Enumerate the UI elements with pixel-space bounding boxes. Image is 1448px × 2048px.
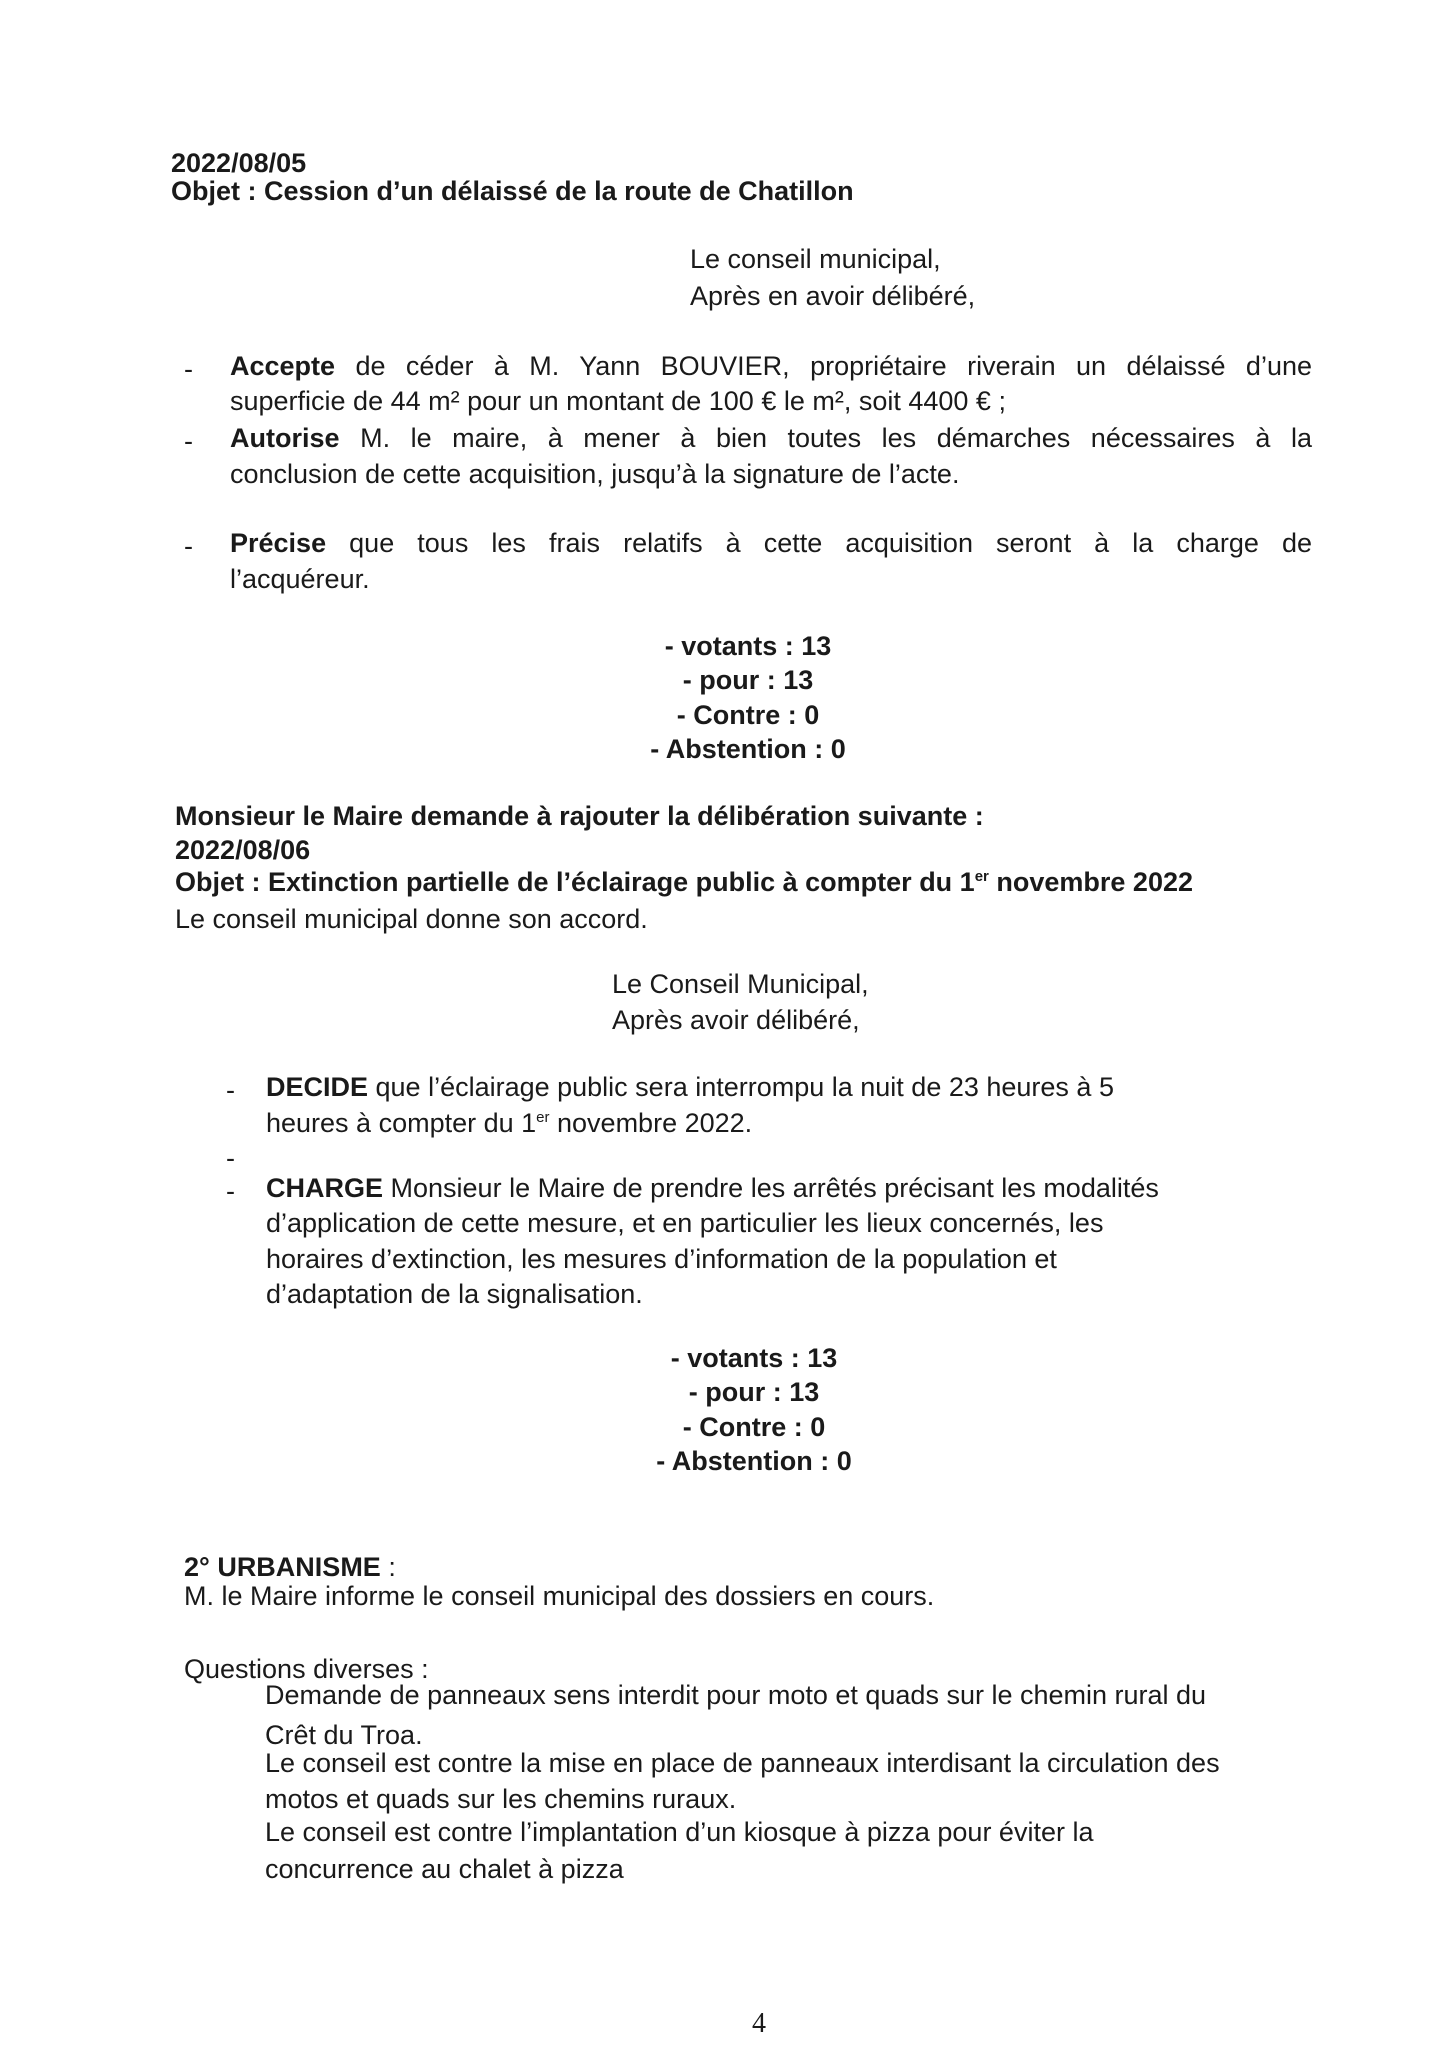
vote-line: - Abstention : 0 [650,734,846,764]
item-keyword: CHARGE [266,1173,384,1203]
item-line [230,421,1312,455]
item-text: que tous les frais relatifs à cette acquisition seront à la charge de [326,528,1312,558]
vote-line: - pour : 13 [688,1377,820,1407]
question-line: Le conseil est contre la mise en place de panneaux interdisant la circulation des [265,1748,1220,1778]
item-line: superficie de 44 m² pour un montant de 100 € le m², soit 4400 € ; [230,386,1006,416]
bullet-dash: - [226,1075,235,1105]
preamble-line: Le conseil municipal, [690,244,941,274]
item-text: que l’éclairage public sera interrompu la nuit de 23 heures à 5 [368,1072,1114,1102]
deliberation-object: Objet : Cession d’un délaissé de la route de Chatillon [171,176,854,206]
intro-text: Monsieur le Maire demande à rajouter la délibération suivante : [175,801,984,831]
item-text: de céder à M. Yann BOUVIER, propriétaire riverain un délaissé d’une [335,351,1312,381]
item-text: Monsieur le Maire de prendre les arrêtés précisant les modalités [383,1173,1159,1203]
item-text: heures à compter du 1 [266,1108,537,1138]
bullet-dash: - [184,426,193,456]
question-line: concurrence au chalet à pizza [265,1854,624,1884]
item-line: d’adaptation de la signalisation. [266,1279,643,1309]
vote-line: - votants : 13 [664,631,832,661]
item-line: conclusion de cette acquisition, jusqu’à la signature de l’acte. [230,459,960,489]
item-keyword: Accepte [230,351,336,381]
deliberation-ref: 2022/08/06 [175,835,311,865]
object-text: Objet : Extinction partielle de l’éclairage public à compter du 1 [175,867,975,897]
deliberation-object [175,865,1193,899]
item-line [230,349,1312,383]
heading-colon: : [380,1552,396,1582]
bullet-dash: - [184,531,193,561]
question-line: Le conseil est contre l’implantation d’un kiosque à pizza pour éviter la [265,1817,1094,1847]
item-keyword: Précise [230,528,327,558]
preamble-line: Après en avoir délibéré, [690,281,976,311]
vote-line: - Contre : 0 [682,1412,826,1442]
item-line [266,1106,752,1140]
object-text: novembre 2022 [988,867,1193,897]
page-number: 4 [752,2008,766,2039]
vote-line: - votants : 13 [670,1343,838,1373]
item-line: d’application de cette mesure, et en particulier les lieux concernés, les [266,1208,1104,1238]
vote-line: - pour : 13 [682,665,814,695]
question-line: Demande de panneaux sens interdit pour moto et quads sur le chemin rural du [265,1680,1207,1710]
heading-text: 2° URBANISME [184,1552,381,1582]
question-line: Crêt du Troa. [265,1720,423,1750]
item-text: M. le maire, à mener à bien toutes les démarches nécessaires à la [339,423,1312,453]
item-text: novembre 2022. [549,1108,753,1138]
item-line [266,1070,1114,1104]
preamble-line: Après avoir délibéré, [612,1005,860,1035]
item-keyword: DECIDE [266,1072,369,1102]
bullet-dash: - [226,1143,235,1173]
vote-line: - Contre : 0 [676,700,820,730]
bullet-dash: - [184,354,193,384]
item-line [230,526,1312,560]
questions-heading: Questions diverses : [184,1654,429,1684]
question-line: motos et quads sur les chemins ruraux. [265,1784,737,1814]
superscript: er [536,1109,550,1126]
deliberation-ref: 2022/08/05 [171,148,307,178]
item-keyword: Autorise [230,423,340,453]
urbanisme-text: M. le Maire informe le conseil municipal des dossiers en cours. [184,1581,935,1611]
item-line: l’acquéreur. [230,564,370,594]
superscript: er [974,868,989,885]
vote-line: - Abstention : 0 [656,1446,852,1476]
preamble-line: Le Conseil Municipal, [612,969,869,999]
item-line: horaires d’extinction, les mesures d’information de la population et [266,1244,1057,1274]
item-line [266,1171,1159,1205]
bullet-dash: - [226,1176,235,1206]
accord-text: Le conseil municipal donne son accord. [175,904,648,934]
